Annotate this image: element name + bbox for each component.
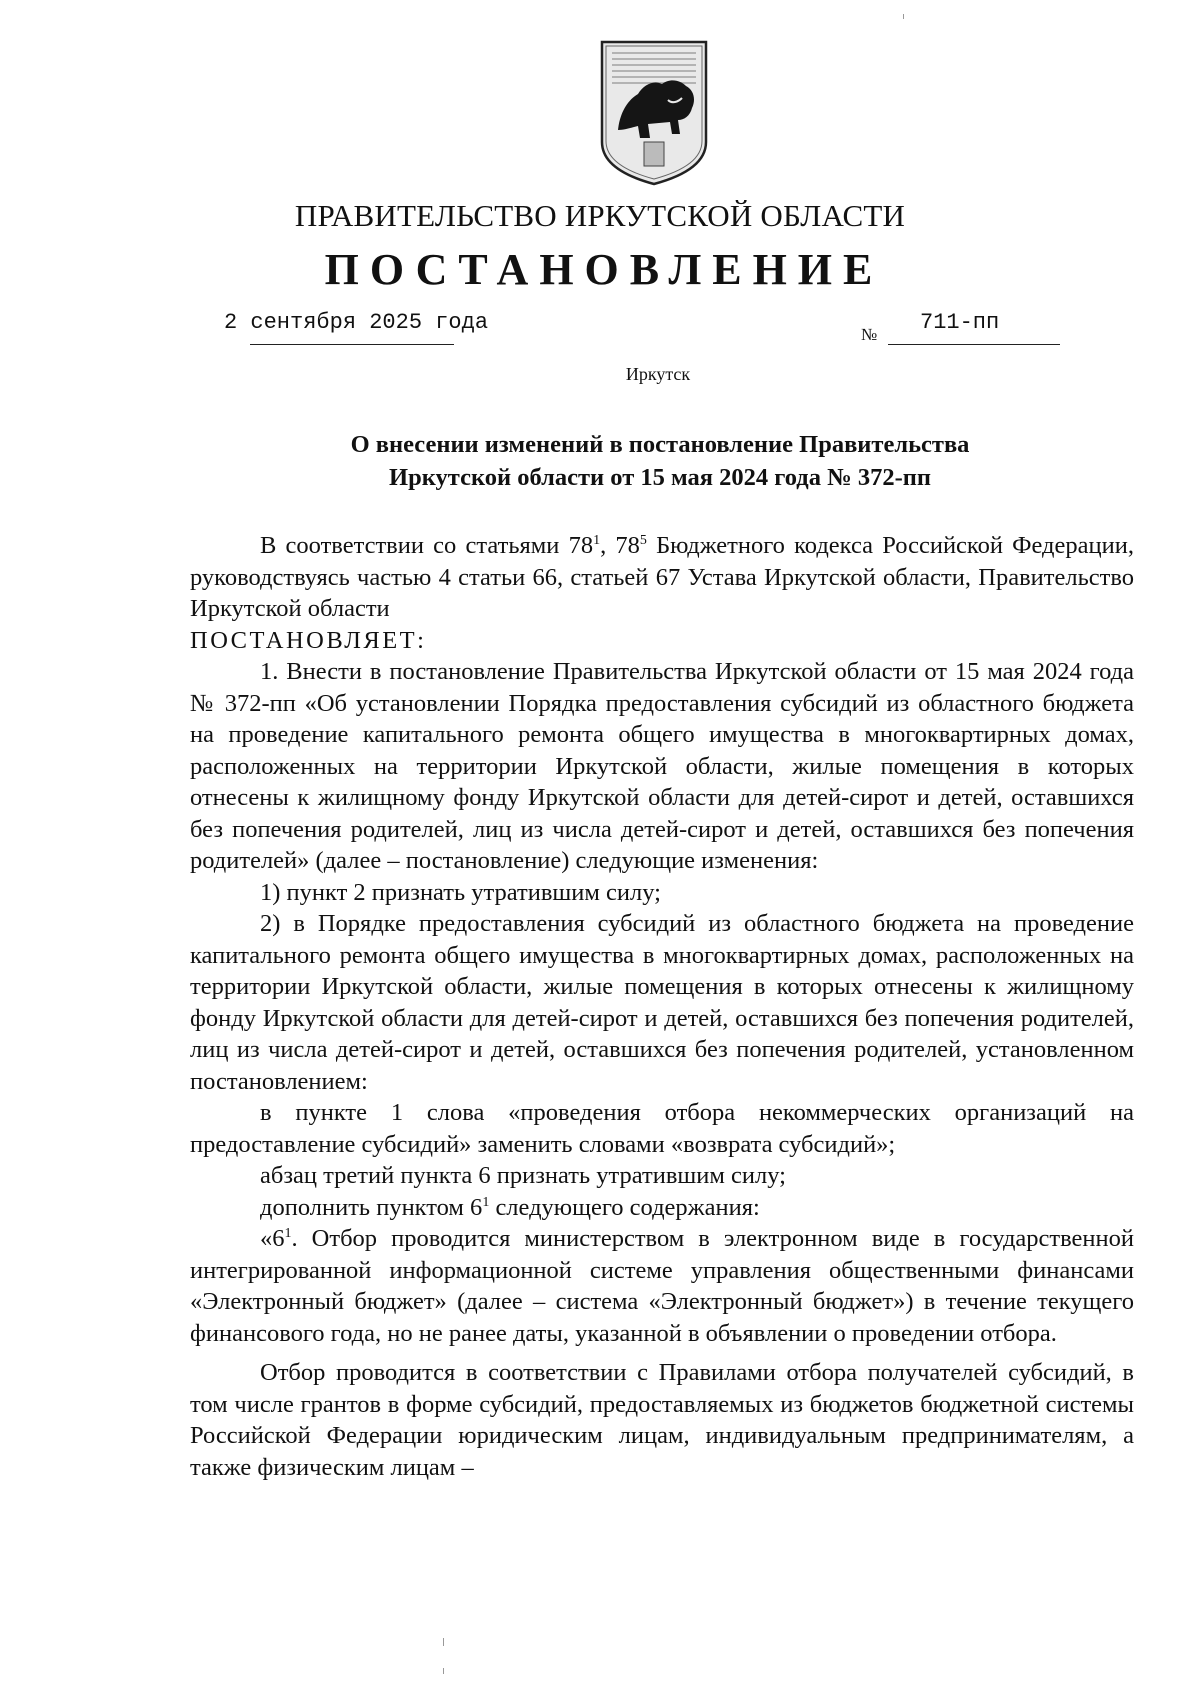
scan-speck [903, 14, 904, 19]
change-text: следующего содержания: [489, 1193, 760, 1221]
issuing-authority: ПРАВИТЕЛЬСТВО ИРКУТСКОЙ ОБЛАСТИ [294, 198, 906, 233]
document-type: ПОСТАНОВЛЕНИЕ [324, 245, 884, 294]
date-underline [250, 344, 454, 345]
preamble-text: Бюджетного кодекса Российской Федерации, руководствуясь частью 4 статьи 66, статьей 67 Устава Иркутской области, Правительство Иркутской области [190, 532, 1134, 622]
number-underline [888, 344, 1060, 345]
title-line-2: Иркутской области от 15 мая 2024 года № 372-пп [389, 464, 931, 491]
change-paragraph: абзац третий пункта 6 признать утратившим силу; [260, 1162, 786, 1189]
item-1-subitem-2: 2) в Порядке предоставления субсидий из областного бюджета на проведение капитального ремонта общего имущества в многоквартирных домах, расположенных на территории Иркутской области, жилые помещения в которых отнесены к жилищному фонду Иркутской области для детей-сирот и детей, оставшихся без попечения родителей, лиц из числа детей-сирот и детей, оставшихся без попечения родителей, установленном постановлением: [190, 910, 1134, 1095]
superscript: 5 [639, 532, 647, 548]
document-date: 2 сентября 2025 года [224, 310, 489, 335]
scan-speck [443, 1638, 444, 1646]
superscript: 1 [593, 532, 601, 548]
preamble-text: В соответствии со статьями 78 [260, 532, 594, 559]
superscript: 1 [284, 1225, 292, 1241]
city: Иркутск [625, 364, 691, 384]
change-paragraph [190, 1192, 1134, 1224]
new-clause-text: . Отбор проводится министерством в электронном виде в государственной интегрированной информационной системе управления общественными финансами «Электронный бюджет» (далее – система «Электронный бюджет») в течение текущего финансового года, но не ранее даты, указанной в объявлении о проведении отбора. [190, 1225, 1134, 1347]
item-1-subitem-1: 1) пункт 2 признать утратившим силу; [260, 878, 661, 906]
document-body [190, 522, 1134, 1483]
new-clause-paragraph: Отбор проводится в соответствии с Правилами отбора получателей субсидий, в том числе грантов в форме субсидий, предоставляемых из бюджетов бюджетной системы Российской Федерации юридическим лицам, индивидуальным предпринимателям, а также физическим лицам – [190, 1359, 1134, 1481]
decree-word: ПОСТАНОВЛЯЕТ: [190, 626, 427, 654]
number-sign: № [861, 325, 878, 344]
preamble-paragraph [190, 530, 1134, 625]
item-1: 1. Внести в постановление Правительства Иркутской области от 15 мая 2024 года № 372-пп «Об установлении Порядка предоставления субсидий из областного бюджета на проведение капитального ремонта общего имущества в многоквартирных домах, расположенных на территории Иркутской области, жилые помещения в которых отнесены к жилищному фонду Иркутской области для детей-сирот и детей, оставшихся без попечения родителей, лиц из числа детей-сирот и детей, оставшихся без попечения родителей» (далее – постановление) следующие изменения: [190, 658, 1134, 874]
document-number: 711-пп [920, 310, 1000, 335]
preamble-text: , 78 [600, 532, 640, 559]
superscript: 1 [482, 1194, 490, 1210]
change-paragraph: в пункте 1 слова «проведения отбора некоммерческих организаций на предоставление субсидий» заменить словами «возврата субсидий»; [190, 1099, 1134, 1158]
change-text: дополнить пунктом 6 [260, 1193, 483, 1221]
new-clause-paragraph [190, 1223, 1134, 1349]
coat-of-arms-icon [598, 38, 710, 186]
title-line-1: О внесении изменений в постановление Правительства [350, 431, 970, 458]
scan-speck [443, 1668, 444, 1674]
new-clause-text: «6 [260, 1225, 285, 1252]
document-title [220, 428, 1100, 494]
